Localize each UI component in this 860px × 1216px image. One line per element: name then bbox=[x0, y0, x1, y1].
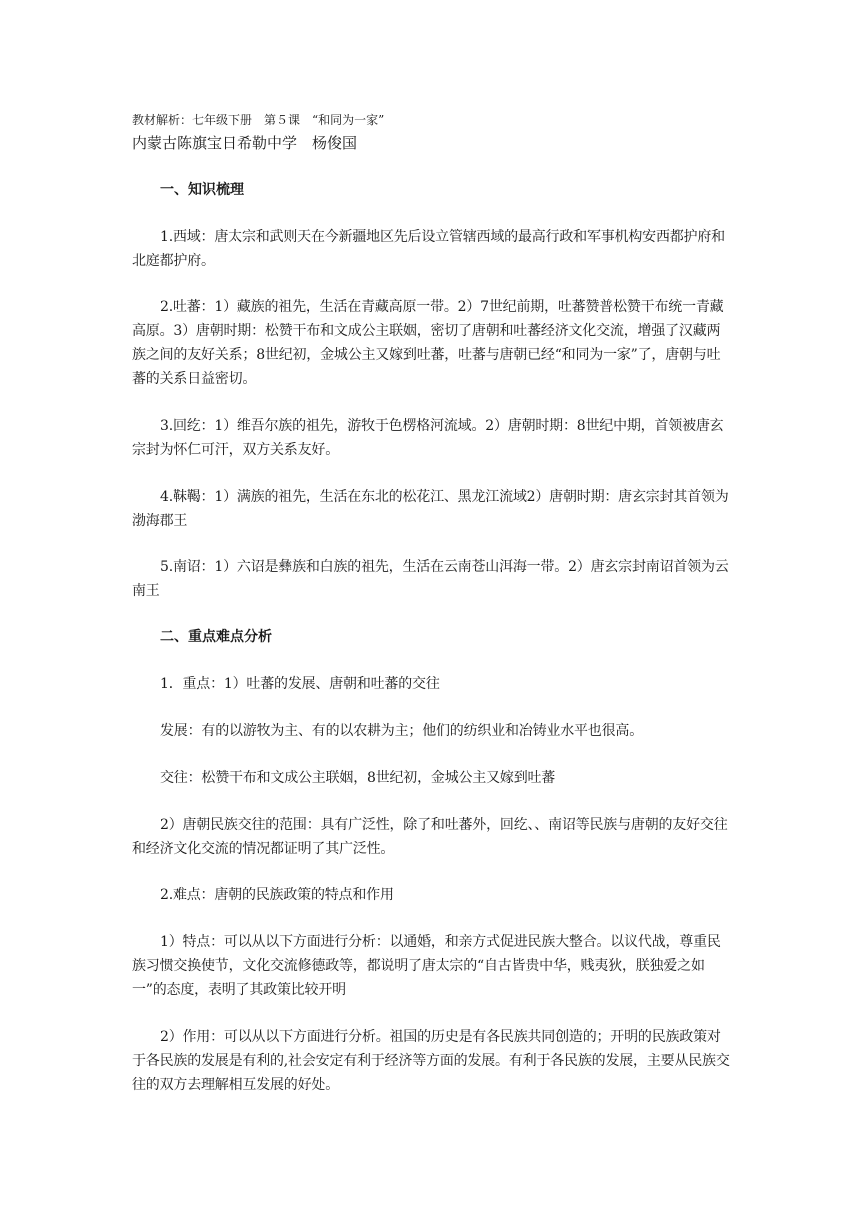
author-line: 内蒙古陈旗宝日希勒中学 杨俊国 bbox=[132, 134, 358, 152]
item-huihe: 3.回纥：1）维吾尔族的祖先，游牧于色楞格河流域。2）唐朝时期：8世纪中期，首领被唐玄宗封为怀仁可汗，双方关系友好。 bbox=[132, 418, 724, 458]
exchange-line: 交往：松赞干布和文成公主联姻，8世纪初，金城公主又嫁到吐蕃 bbox=[160, 770, 556, 786]
section-1-heading: 一、知识梳理 bbox=[160, 182, 244, 198]
item-nanzhao: 5.南诏：1）六诏是彝族和白族的祖先，生活在云南苍山洱海一带。2）唐玄宗封南诏首领为云南王 bbox=[132, 559, 729, 599]
item-tubo: 2.吐蕃：1）藏族的祖先，生活在青藏高原一带。2）7世纪前期，吐蕃赞普松赞干布统一青藏高原。3）唐朝时期：松赞干布和文成公主联姻，密切了唐朝和吐蕃经济文化交流，增强了汉藏两族之间的友好关系；8世纪初，金城公主又嫁到吐蕃，吐蕃与唐朝已经“和同为一家”了，唐朝与吐蕃的关系日益密切。 bbox=[132, 299, 724, 387]
effects-paragraph: 2）作用：可以从以下方面进行分析。祖国的历史是有各民族共同创造的；开明的民族政策对于各民族的发展是有利的,社会安定有利于经济等方面的发展。有利于各民族的发展，主要从民族交往的双方去理解相互发展的好处。 bbox=[132, 1029, 730, 1093]
features-paragraph: 1）特点：可以从以下方面进行分析：以通婚，和亲方式促进民族大整合。以议代战，尊重民族习惯交换使节，文化交流修德政等，都说明了唐太宗的“自古皆贵中华，贱夷狄，朕独爱之如一”的态度，表明了其政策比较开明 bbox=[132, 934, 721, 998]
key-point-line: 1．重点：1）吐蕃的发展、唐朝和吐蕃的交往 bbox=[160, 676, 440, 692]
development-line: 发展：有的以游牧为主、有的以农耕为主；他们的纺织业和冶铸业水平也很高。 bbox=[160, 723, 643, 739]
section-2-heading: 二、重点难点分析 bbox=[160, 629, 272, 645]
item-western-regions: 1.西域：唐太宗和武则天在今新疆地区先后设立管辖西域的最高行政和军事机构安西都护府和北庭都护府。 bbox=[132, 229, 725, 269]
difficulty-line: 2.难点：唐朝的民族政策的特点和作用 bbox=[160, 887, 394, 903]
item-mohe: 4.靺鞨：1）满族的祖先，生活在东北的松花江、黑龙江流域2）唐朝时期：唐玄宗封其首领为渤海郡王 bbox=[132, 489, 729, 529]
scope-paragraph: 2）唐朝民族交往的范围：具有广泛性，除了和吐蕃外，回纥、、南诏等民族与唐朝的友好交往和经济文化交流的情况都证明了其广泛性。 bbox=[132, 817, 728, 857]
lesson-subtitle: 教材解析：七年级下册 第５课 “和同为一家” bbox=[132, 113, 385, 127]
